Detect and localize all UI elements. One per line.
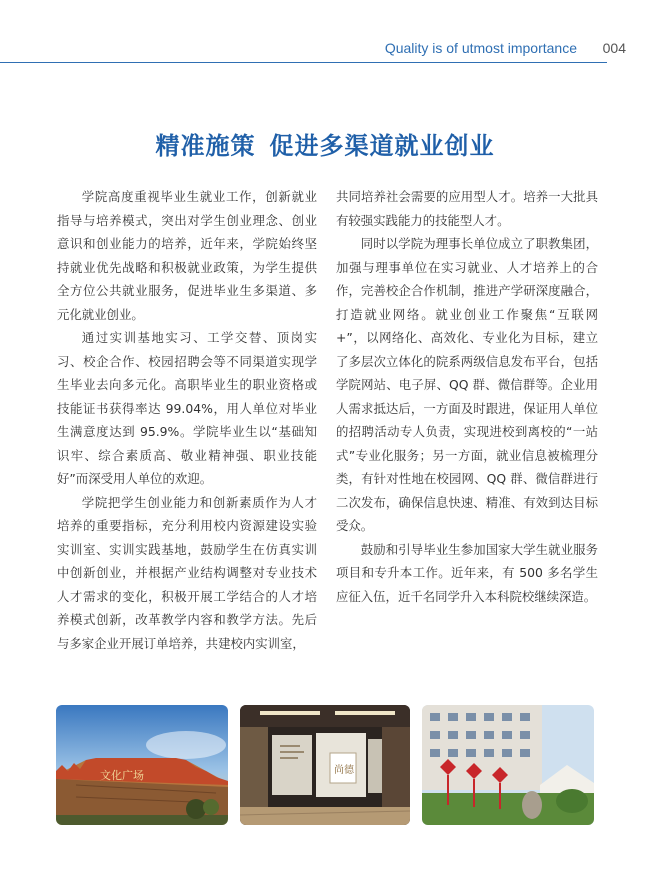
paragraph: 通过实训基地实习、工学交替、顶岗实习、校企合作、校园招聘会等不同渠道实现学生毕业去向多元化。高职毕业生的职业资格或技能证书获得率达 99.04%，用人单位对毕业生满意度达到 95.9%。学院毕业生以“基础知识牢、综合素质高、敬业精神强、职业技能好”而深受用人单位的欢迎。 xyxy=(57,330,317,486)
paragraph-continuation: 共同培养社会需要的应用型人才。培养一大批具有较强实践能力的技能型人才。 xyxy=(336,189,598,228)
paragraph: 学院把学生创业能力和创新素质作为人才培养的重要指标，充分利用校内资源建设实验实训室、实训实践基地，鼓励学生在仿真实训中创新创业，并根据产业结构调整对专业技术人才需求的变化，积极开展工学结合的人才培养模式创新，改革教学内容和教学方法。先后与多家企业开展订单培养，共建校内实训室， xyxy=(57,494,317,651)
photo-exhibition-hall xyxy=(240,705,410,825)
paragraph: 同时以学院为理事长单位成立了职教集团，加强与理事单位在实习就业、人才培养上的合作，完善校企合作机制，推进产学研深度融合，打造就业网络。就业创业工作聚焦“互联网 +”，以网络化、高效化、专业化为目标，建立了多层次立体化的院系两级信息发布平台，包括学院网站、电子屏、QQ 群、微信群等。企业用人需求抵达后，一方面及时跟进，保证用人单位的招聘活动专人负责，实现进校到离校的“一站式”专业化服务；另一方面，就业信息被梳理分类，有针对性地在校园网、QQ 群、微信群进行二次发布，确保信息快速、精准、有效到达目标受众。 xyxy=(336,236,598,533)
right-text-column xyxy=(336,185,598,608)
page-number: 004 xyxy=(602,40,626,56)
header-tagline: Quality is of utmost importance xyxy=(384,40,577,56)
header-divider xyxy=(0,62,607,63)
left-text-column xyxy=(57,185,317,655)
page-title xyxy=(0,126,650,161)
culture-square-sign: 文化广场 xyxy=(100,769,144,782)
title-part-1: 精准施策 xyxy=(155,132,256,160)
paragraph: 学院高度重视毕业生就业工作，创新就业指导与培养模式，突出对学生创业理念、创业意识和创业能力的培养，近年来，学院始终坚持就业优先战略和积极就业政策，为学生提供全方位公共就业服务，促进毕业生多渠道、多元化就业创业。 xyxy=(57,189,317,322)
photo-campus-knots xyxy=(422,705,594,825)
photo-culture-square xyxy=(56,705,228,825)
title-part-2: 促进多渠道就业创业 xyxy=(269,132,495,160)
page-header xyxy=(0,38,650,64)
paragraph: 鼓励和引导毕业生参加国家大学生就业服务项目和专升本工作。近年来，有 500 多名学生应征入伍，近千名同学升入本科院校继续深造。 xyxy=(336,541,598,604)
exhibition-sign: 尚德 xyxy=(334,765,354,776)
